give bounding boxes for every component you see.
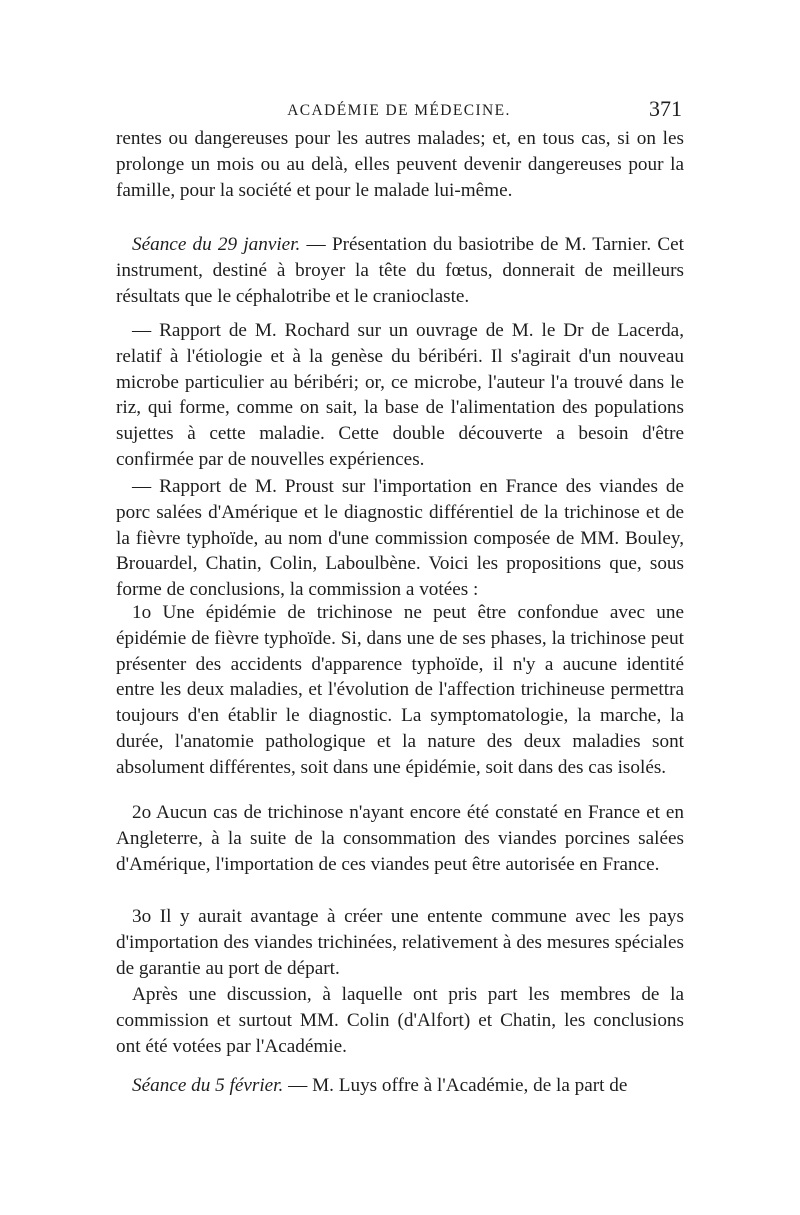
- paragraph-text: — Rapport de M. Proust sur l'importation en France des viandes de porc salées d'Amérique et le diagnostic différentiel de la trichinose et de la fièvre typhoïde, au nom d'une commission composée de MM. Bouley, Brouardel, Chatin, Colin, Laboulbène. Voici les propositions que, sous forme de conclusions, la commission a votées :: [116, 476, 684, 601]
- conclusion-1: [116, 600, 684, 781]
- conclusion-3: [116, 904, 684, 981]
- conclusion-2: [116, 800, 684, 877]
- paragraph-continuation: [116, 126, 684, 203]
- paragraph-text: — M. Luys offre à l'Académie, de la part de: [283, 1075, 628, 1096]
- session-date-label: Séance du 5 février.: [132, 1075, 284, 1096]
- paragraph-seance-29-janvier: [116, 232, 684, 309]
- paragraph-text: — Présentation du basiotribe de M. Tarnier. Cet instrument, destiné à broyer la tête du fœtus, donnerait de meilleurs résultats que le céphalotribe et le cranioclaste.: [116, 234, 684, 307]
- paragraph-text: 2o Aucun cas de trichinose n'ayant encore été constaté en France et en Angleterre, à la suite de la consommation des viandes porcines salées d'Amérique, l'importation de ces viandes peut être autorisée en France.: [116, 802, 684, 875]
- paragraph-rapport-rochard: [116, 318, 684, 473]
- paragraph-text: Après une discussion, à laquelle ont pris part les membres de la commission et surtout MM. Colin (d'Alfort) et Chatin, les conclusions ont été votées par l'Académie.: [116, 984, 684, 1057]
- session-date-label: Séance du 29 janvier.: [132, 234, 301, 255]
- page-header: [116, 96, 682, 124]
- paragraph-seance-5-fevrier: [116, 1073, 684, 1099]
- paragraph-text: rentes ou dangereuses pour les autres malades; et, en tous cas, si on les prolonge un mois ou au delà, elles peuvent devenir dangereuses pour la famille, pour la société et pour le malade lui-même.: [116, 128, 684, 201]
- running-title: ACADÉMIE DE MÉDECINE.: [287, 102, 511, 119]
- paragraph-vote: [116, 982, 684, 1059]
- paragraph-text: 3o Il y aurait avantage à créer une entente commune avec les pays d'importation des viandes trichinées, relativement à des mesures spéciales de garantie au port de départ.: [116, 906, 684, 979]
- page-number: 371: [649, 96, 682, 121]
- paragraph-rapport-proust: [116, 474, 684, 603]
- paragraph-text: 1o Une épidémie de trichinose ne peut être confondue avec une épidémie de fièvre typhoïde. Si, dans une de ses phases, la trichinose peut présenter des accidents d'apparence typhoïde, il n'y a aucune identité entre les deux maladies, et l'évolution de l'affection trichineuse permettra toujours d'en établir le diagnostic. La symptomatologie, la marche, la durée, l'anatomie pathologique et la nature des deux maladies sont absolument différentes, soit dans une épidémie, soit dans des cas isolés.: [116, 602, 684, 778]
- paragraph-text: — Rapport de M. Rochard sur un ouvrage de M. le Dr de Lacerda, relatif à l'étiologie et à la genèse du béribéri. Il s'agirait d'un nouveau microbe particulier au béribéri; or, ce microbe, l'auteur l'a trouvé dans le riz, qui forme, comme on sait, la base de l'alimentation des populations sujettes à cette maladie. Cette double découverte a besoin d'être confirmée par de nouvelles expériences.: [116, 320, 684, 470]
